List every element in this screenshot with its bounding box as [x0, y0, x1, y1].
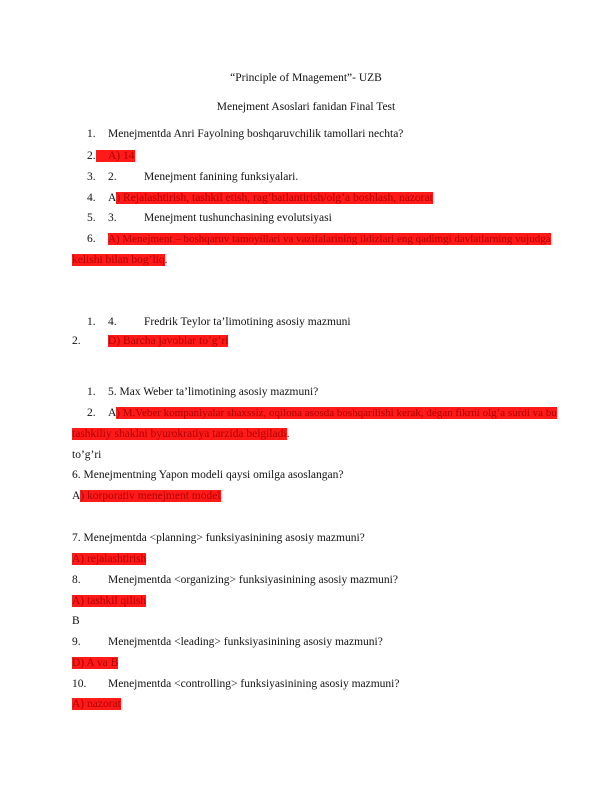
- answer-highlight: D) A va B: [72, 657, 119, 669]
- answer-highlight: A) tashkil qilish: [72, 595, 147, 607]
- answer-highlight: tashkiliy shaklni byurokratiya tarzida belgiladi: [72, 428, 287, 440]
- answer-line: [72, 594, 146, 608]
- sub-number: 3.: [108, 212, 117, 224]
- list-number: 5.: [87, 212, 96, 224]
- answer-line: [108, 232, 551, 246]
- answer-line: [72, 552, 146, 566]
- answer-highlight: A) Menejment – boshqaruv tamoyillari va vazifalarining ildizlari eng qadimgi davlatlarning vujudga: [108, 233, 551, 245]
- answer-line: A) korporativ menejment model: [72, 490, 221, 502]
- list-number: 2.: [87, 150, 96, 162]
- question-text: 5. Max Weber ta’limotining asosiy mazmuni?: [108, 386, 319, 398]
- question-text: Menejmentda <controlling> funksiyasinining asosiy mazmuni?: [108, 678, 400, 690]
- list-number: 3.: [87, 171, 96, 183]
- list-number: 2.: [87, 407, 96, 419]
- answer-line: tashkiliy shaklni byurokratiya tarzida belgiladi.: [72, 428, 290, 440]
- answer-line: A) M.Veber kompaniyalar shaxssiz, oqilona asosda boshqarilishi kerak, degan fikrni olg’a surdi va bu: [108, 407, 557, 419]
- answer-line: [72, 697, 121, 711]
- answer-line: A) Rejalashtirish, tashkil etish, rag’batlantirish/olg’a boshlash, nazorat: [108, 192, 433, 204]
- answer-highlight: ) M.Veber kompaniyalar shaxssiz, oqilona asosda boshqarilishi kerak, degan fikrni olg’a surdi va bu: [116, 407, 557, 419]
- sub-number: 2.: [108, 171, 117, 183]
- text-line: to’g’ri: [72, 449, 102, 461]
- question-text: Fredrik Teylor ta’limotining asosiy mazmuni: [144, 316, 351, 328]
- question-text: Menejmentda <leading> funksiyasinining asosiy mazmuni?: [108, 636, 383, 648]
- answer-line: [72, 656, 118, 670]
- answer-highlight: ) Rejalashtirish, tashkil etish, rag’batlantirish/olg’a boshlash, nazorat: [116, 192, 433, 204]
- list-number: 1.: [87, 128, 96, 140]
- document-subtitle: Menejment Asoslari fanidan Final Test: [216, 101, 396, 113]
- question-text: 7. Menejmentda <planning> funksiyasinining asosiy mazmuni?: [72, 532, 365, 544]
- sub-number: 4.: [108, 316, 117, 328]
- question-text: Menejmentda <organizing> funksiyasinining asosiy mazmuni?: [108, 574, 398, 586]
- answer-highlight: A) rejalashtirish: [72, 553, 147, 565]
- document-title: “Principle of Mnagement”- UZB: [230, 72, 382, 84]
- text-line: B: [72, 615, 80, 627]
- answer-highlight: kelishi bilan bog’liq: [72, 254, 165, 266]
- list-number: 4.: [87, 192, 96, 204]
- list-number: 9.: [72, 636, 81, 648]
- list-number: 10.: [72, 678, 87, 690]
- answer-highlight: ) korporativ menejment model: [80, 490, 221, 502]
- answer-highlight: A) 14: [96, 149, 135, 163]
- question-text: Menejment tushunchasining evolutsiyasi: [144, 212, 332, 224]
- answer-line: [108, 334, 228, 348]
- list-number: 6.: [87, 233, 96, 245]
- list-number: 1.: [87, 386, 96, 398]
- list-number: 2.: [72, 335, 81, 347]
- answer-highlight: A) nazorat: [72, 698, 121, 710]
- answer-line: kelishi bilan bog’liq.: [72, 254, 168, 266]
- list-number: 8.: [72, 574, 81, 586]
- question-text: Menejmentda Anri Fayolning boshqaruvchilik tamollari nechta?: [108, 128, 404, 140]
- list-number: 1.: [87, 316, 96, 328]
- question-text: 6. Menejmentning Yapon modeli qaysi omilga asoslangan?: [72, 469, 344, 481]
- question-text: Menejment fanining funksiyalari.: [144, 171, 299, 183]
- answer-highlight: D) Barcha javoblar to’g’ri: [108, 335, 229, 347]
